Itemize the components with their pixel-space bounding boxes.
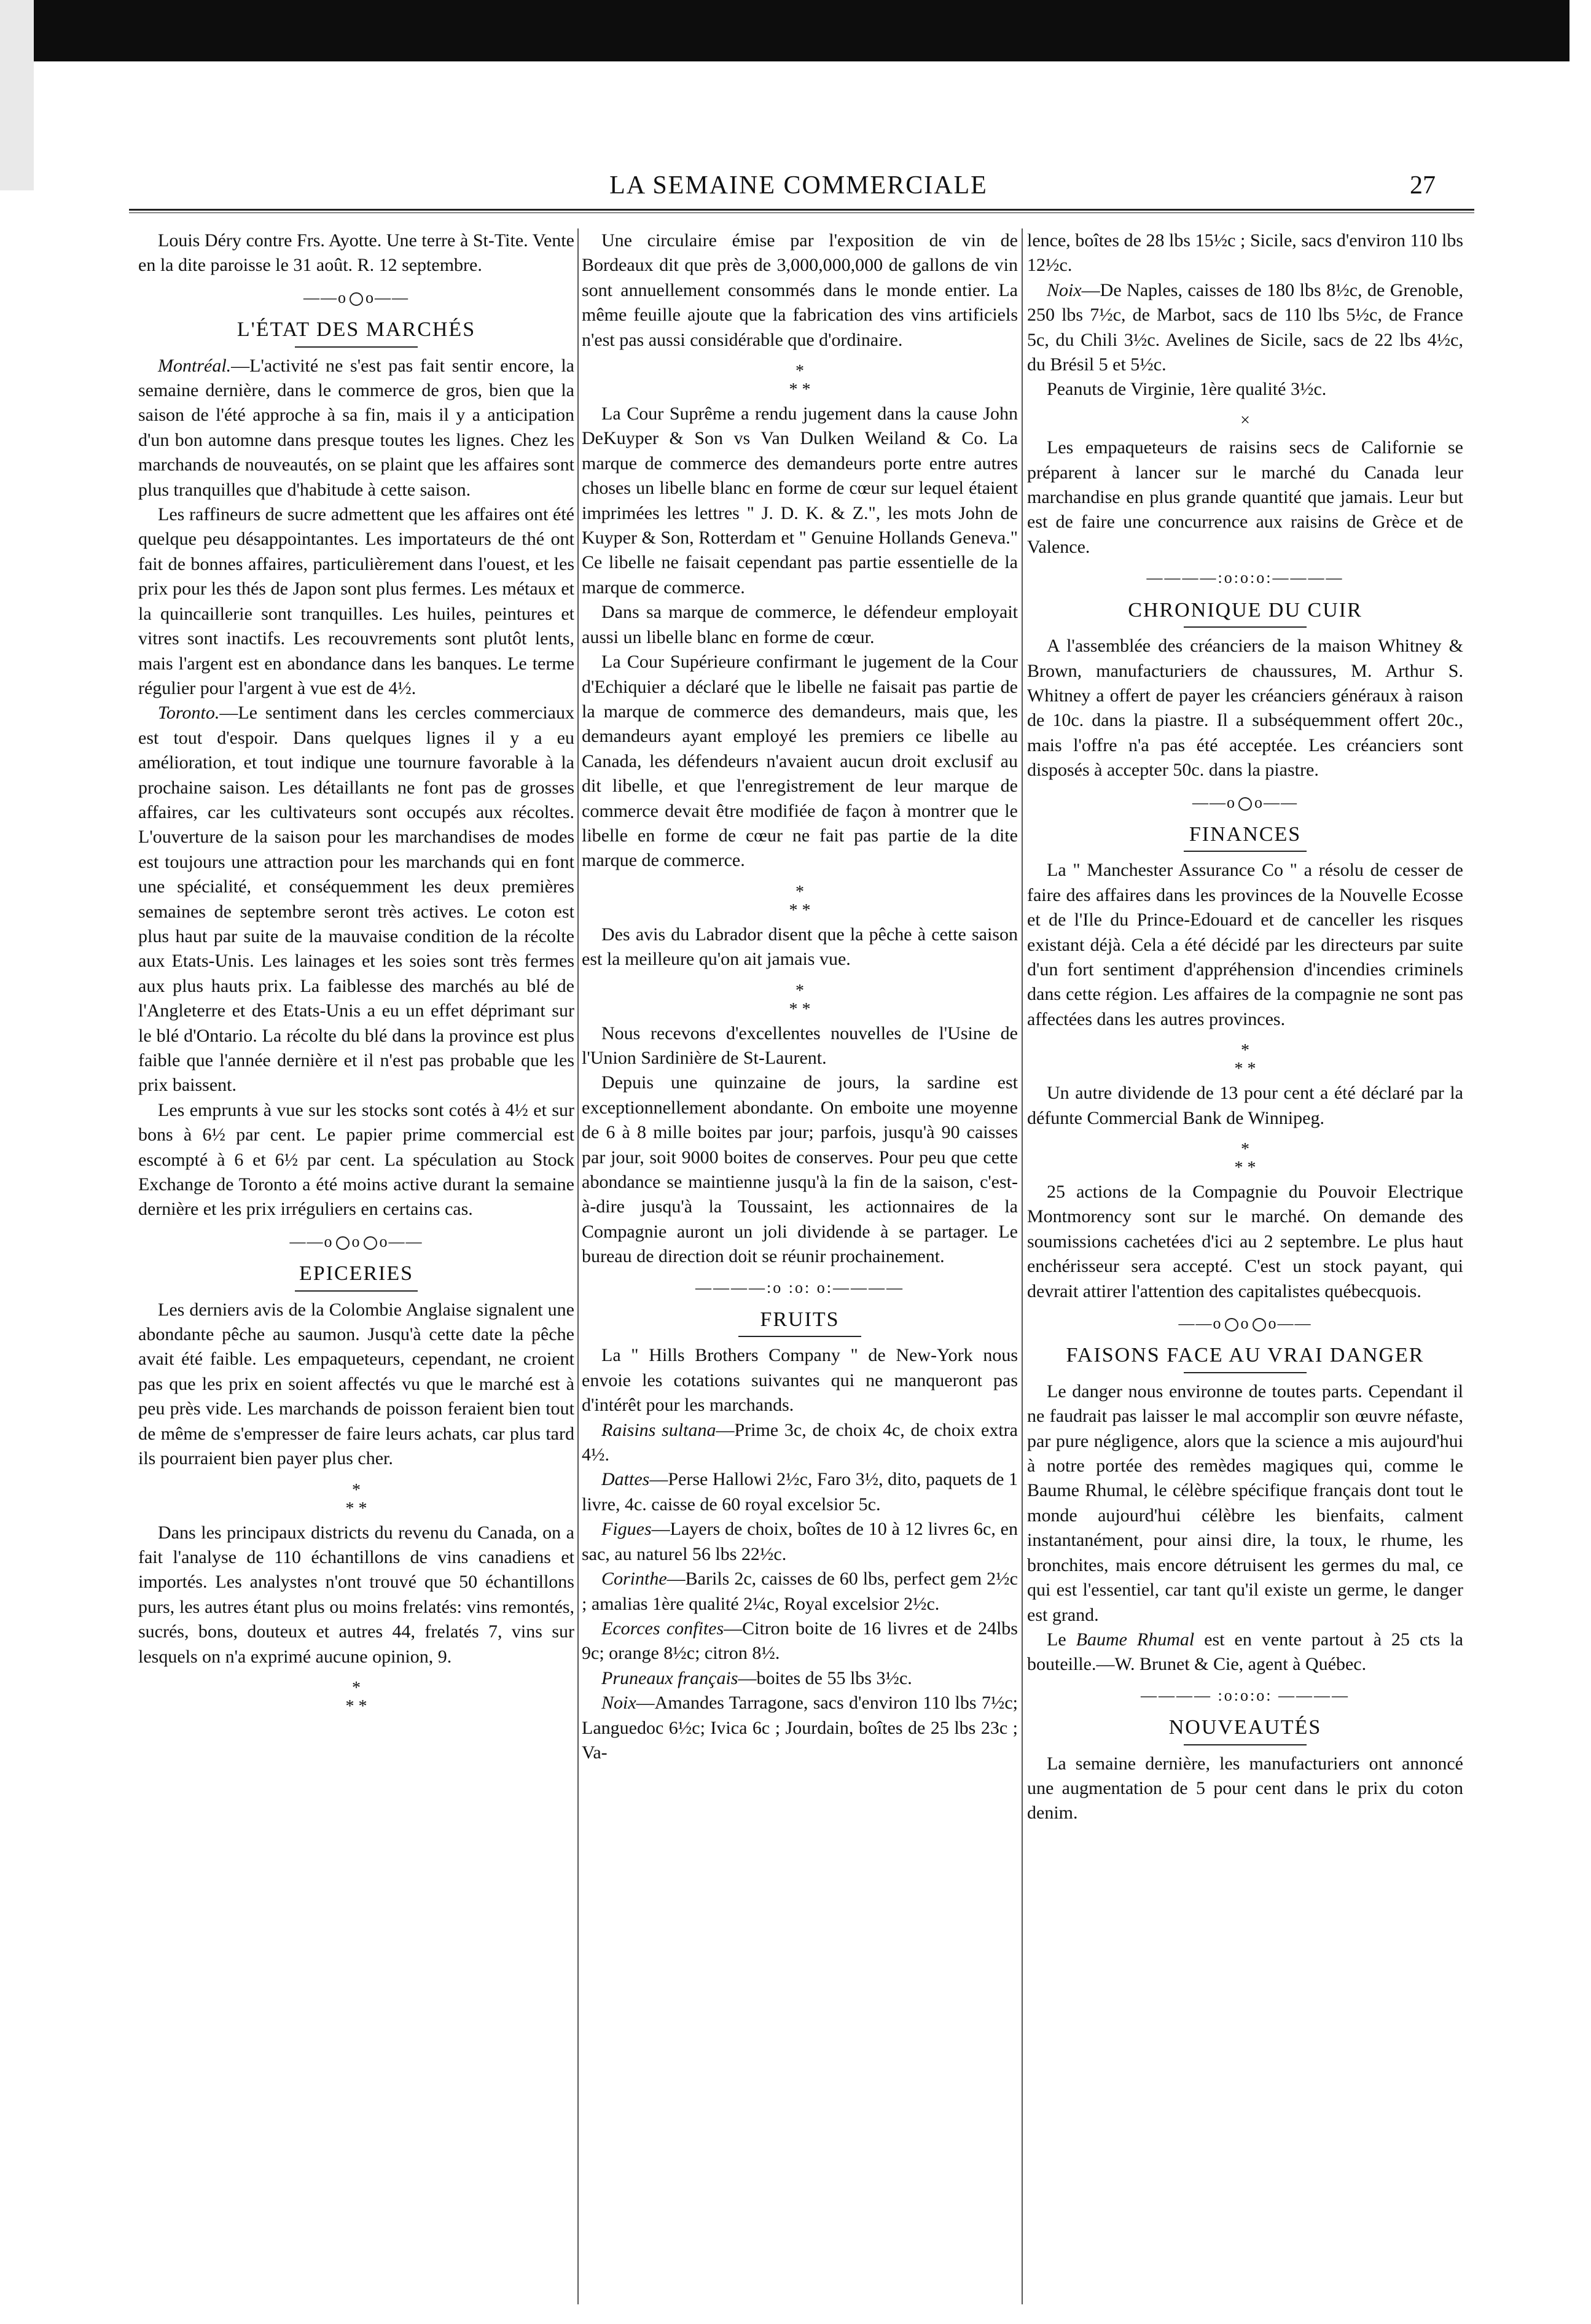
article-paragraph: Les raffineurs de sucre admettent que les affaires ont été quelque peu désappointantes. Les importateurs de thé ont fait de bonnes affaires, particulièrement dans l'ouest, et les prix pour les thés de Japon sont plus fermes. Les métaux et la quincaillerie sont tranquilles. Les huiles, peintures et vitres sont inactifs. Les recouvrements sont plutôt lents, mais l'argent est en abondance dans les banques. Le terme régulier pour l'argent à vue est de 4½. <box>138 504 574 698</box>
heading-rule <box>295 346 418 348</box>
section-heading: L'ÉTAT DES MARCHÉS <box>237 318 476 341</box>
asterism-top: * <box>352 1678 361 1698</box>
ornament-separator <box>138 1230 574 1254</box>
asterism-top: * <box>796 981 804 1000</box>
item-text: —Amandes Tarragone, sacs d'environ 110 lbs 7½c; Languedoc 6½c; Ivica 6c ; Jourdain, boîtes de 25 lbs 23c ; Va- <box>582 1693 1018 1763</box>
asterism-bottom: * * <box>789 900 811 920</box>
cross-separator: × <box>1240 410 1250 430</box>
price-item <box>582 1467 1018 1517</box>
price-item <box>582 1616 1018 1666</box>
article-paragraph <box>138 701 574 1098</box>
heading-rule <box>1184 1372 1307 1373</box>
asterism-top: * <box>1241 1140 1249 1159</box>
column-1 <box>138 228 574 2310</box>
separator: ———— :o:o:o: ———— <box>1141 1686 1350 1704</box>
article-paragraph: La " Manchester Assurance Co " a résolu de cesser de faire des affaires dans les provinces de la Nouvelle Ecosse et de l'Ile du Prince-Edouard et de canceller les risques existant déjà. Cela a été décidé par les directeurs par suite d'un fort sentiment d'appréhension d'incendies criminels dans cette région. Les affaires de la compagnie ne sont pas affectées dans les autres provinces. <box>1027 860 1463 1029</box>
separator-text: ——o <box>1178 1314 1222 1333</box>
item-text: —Citron boite de 16 livres et de 24lbs 9c; orange 8½c; citron 8½. <box>582 1618 1018 1664</box>
asterism-bottom: * * <box>345 1499 367 1518</box>
city-label: Toronto. <box>158 703 220 723</box>
header-rule <box>129 209 1474 213</box>
ornament-separator <box>138 286 574 310</box>
scan-border-top <box>34 0 1570 61</box>
item-text: —boites de 55 lbs 3½c. <box>738 1667 912 1688</box>
paragraph-text: est en vente partout à 25 cts la bouteille.—W. Brunet & Cie, agent à Québec. <box>1027 1629 1463 1675</box>
article-paragraph: La Cour Suprême a rendu jugement dans la cause John DeKuyper & Son vs Van Dulken Weiland & Co. La marque de commerce des demandeurs porte entre autres choses un libelle blanc en forme de cœur sur lequel étaient imprimées les lettres " J. D. K. & Z.", les mots John de Kuyper & Son, Rotterdam et " Genuine Hollands Geneva." Ce libelle ne faisait cependant pas partie essentielle de la marque de commerce. <box>582 404 1018 598</box>
item-label: Figues <box>601 1519 652 1540</box>
asterism <box>582 362 1018 399</box>
article-paragraph: Un autre dividende de 13 pour cent a été déclaré par la défunte Commercial Bank de Winnipeg. <box>1027 1083 1463 1128</box>
separator-text: ——o <box>303 288 347 306</box>
item-label: Noix <box>1047 279 1082 300</box>
ornament-icon <box>350 292 363 306</box>
separator-text: o—— <box>379 1232 423 1250</box>
scan-border-left <box>0 0 34 190</box>
price-item <box>582 1517 1018 1567</box>
asterism-top: * <box>796 882 804 902</box>
article-paragraph: Des avis du Labrador disent que la pêche à cette saison est la meilleure qu'on ait jamais vue. <box>582 924 1018 970</box>
separator-text: o—— <box>366 288 409 306</box>
price-item <box>1027 278 1463 378</box>
heading-rule <box>1184 626 1307 628</box>
asterism-bottom: * * <box>1234 1158 1256 1177</box>
asterism-bottom: * * <box>1234 1059 1256 1079</box>
separator-text: ——o <box>289 1232 334 1250</box>
item-label: Ecorces confites <box>601 1618 724 1639</box>
item-label: Raisins sultana <box>601 1419 716 1440</box>
column-3 <box>1027 228 1463 2310</box>
asterism <box>138 1481 574 1518</box>
section-heading: FAISONS FACE AU VRAI DANGER <box>1066 1344 1425 1367</box>
article-paragraph: Les emprunts à vue sur les stocks sont cotés à 4½ et sur bons à 6½ par cent. Le papier prime commercial est escompté à 6 et 6½ par cent. La spéculation au Stock Exchange de Toronto a été moins active durant la semaine dernière et les prix irréguliers en certains cas. <box>138 1099 574 1220</box>
item-label: Dattes <box>601 1469 650 1490</box>
asterism-top: * <box>796 362 804 381</box>
asterism-top: * <box>1241 1041 1249 1061</box>
price-item <box>582 1666 1018 1691</box>
price-item <box>582 1691 1018 1765</box>
asterism-bottom: * * <box>345 1696 367 1716</box>
section-heading: NOUVEAUTÉS <box>1168 1716 1322 1739</box>
asterism <box>1027 1042 1463 1078</box>
article-paragraph: Peanuts de Virginie, 1ère qualité 3½c. <box>1047 379 1327 400</box>
article-paragraph: A l'assemblée des créanciers de la maison Whitney & Brown, manufacturiers de chaussures, M. Arthur S. Whitney a offert de payer les créanciers généraux à raison de 10c. dans la piastre. Il a subséquemment offert 20c., mais l'offre n'a pas été acceptée. Les créanciers sont disposés à accepter 50c. dans la piastre. <box>1027 636 1463 781</box>
ornament-icon <box>364 1236 377 1250</box>
paragraph-text: Le <box>1047 1629 1076 1650</box>
page-number: 27 <box>1410 171 1436 200</box>
notice-paragraph: Louis Déry contre Frs. Ayotte. Une terre à St-Tite. Vente en la dite paroisse le 31 août. R. 12 septembre. <box>138 230 574 276</box>
heading-rule <box>1184 1744 1307 1745</box>
heading-rule <box>738 1336 861 1337</box>
column-divider <box>1022 228 1023 2304</box>
item-text: —Perse Hallowi 2½c, Faro 3½, dito, paquets de 1 livre, 4c. caisse de 60 royal excelsior 5c. <box>582 1469 1018 1515</box>
column-divider <box>577 228 579 2304</box>
article-paragraph: lence, boîtes de 28 lbs 15½c ; Sicile, sacs d'environ 110 lbs 12½c. <box>1027 230 1463 276</box>
article-paragraph: Le danger nous environne de toutes parts. Cependant il ne faudrait pas laisser le mal accomplir son œuvre néfaste, par pure négligence, alors que la science a mis aujourd'hui à notre portée des remèdes magiques qui, comme le Baume Rhumal, le célèbre spécifique français dont tout le monde aujourd'hui célèbre les bienfaits, calment instantanément, pour ainsi dire, la toux, le rhume, les bronchites, mais encore détruisent les germes du mal, ce qui est l'essentiel, car tant qu'il existe un germe, le danger est grand. <box>1027 1381 1463 1625</box>
separator: ————:o:o:o:———— <box>1146 569 1344 587</box>
article-paragraph: La Cour Supérieure confirmant le jugement de la Cour d'Echiquier a déclaré que le libelle ne faisait pas partie de la marque de commerce des demandeurs, mais que, les demandeurs ayant employé les premiers ce libelle au Canada, les défendeurs n'avaient aucun droit exclusif au dit libelle, et que l'enregistrement de leur marque de commerce devait être modifiée de façon à montrer que le libelle en forme de cœur ne fait pas partie de la dite marque de commerce. <box>582 652 1018 871</box>
article-paragraph <box>138 354 574 502</box>
heading-rule <box>1184 851 1307 852</box>
article-paragraph: Dans sa marque de commerce, le défendeur employait aussi un libelle blanc en forme de cœur. <box>582 602 1018 647</box>
section-heading: FRUITS <box>760 1308 840 1332</box>
city-label: Montréal. <box>158 355 232 376</box>
price-item <box>582 1418 1018 1468</box>
ornament-icon <box>1238 797 1252 811</box>
article-paragraph: Les empaqueteurs de raisins secs de Californie se préparent à lancer sur le marché du Canada leur marchandise en plus grande quantité que jamais. Leur but est de faire une concurrence aux raisins de Grèce et de Valence. <box>1027 437 1463 557</box>
item-label: Pruneaux français <box>601 1667 738 1688</box>
page-header <box>0 171 1591 200</box>
separator-text: o—— <box>1254 793 1298 811</box>
heading-rule <box>295 1290 418 1292</box>
item-text: —Layers de choix, boîtes de 10 à 12 livres 6c, en sac, au naturel 56 lbs 22½c. <box>582 1519 1018 1564</box>
separator-text: o—— <box>1268 1314 1312 1333</box>
section-heading: EPICERIES <box>299 1262 414 1285</box>
article-paragraph: 25 actions de la Compagnie du Pouvoir Electrique Montmorency sont sur le marché. On demande des soumissions cachetées d'ici au 2 septembre. Le plus haut enchérisseur sera accepté. C'est un stock payant, qui devrait attirer l'attention des capitalistes québecquois. <box>1027 1182 1463 1301</box>
article-paragraph: Les derniers avis de la Colombie Anglaise signalent une abondante pêche au saumon. Jusqu'à cette date la pêche avait été faible. Les empaqueteurs, cependant, ne croient pas que les prix en soient affectés vu que le marché est à peu près vide. Les marchands de poisson feraient bien tout de même de s'empresser de faire leurs achats, car plus tard ils pourraient bien payer plus cher. <box>138 1299 574 1469</box>
item-text: —Barils 2c, caisses de 60 lbs, perfect gem 2½c ; amalias 1ère qualité 2¼c, Royal excelsior 2½c. <box>582 1569 1018 1614</box>
separator-text: o <box>1240 1314 1250 1333</box>
asterism-bottom: * * <box>789 380 811 400</box>
article-paragraph: Nous recevons d'excellentes nouvelles de l'Usine de l'Union Sardinière de St-Laurent. <box>582 1023 1018 1068</box>
section-heading: CHRONIQUE DU CUIR <box>1128 598 1362 622</box>
separator-text: ——o <box>1192 793 1236 811</box>
asterism <box>582 982 1018 1019</box>
newspaper-title: LA SEMAINE COMMERCIALE <box>609 171 988 200</box>
article-paragraph: Une circulaire émise par l'exposition de vin de Bordeaux dit que près de 3,000,000,000 de gallons de vin sont annuellement consommés dans le monde entier. La même feuille ajoute que la fabrication des vins artificiels n'est pas aussi considérable que d'ordinaire. <box>582 230 1018 350</box>
paragraph-text: —Le sentiment dans les cercles commerciaux est tout d'espoir. Dans quelques lignes il y a eu amélioration, et tout indique une tournure favorable à la prochaine saison. Les détaillants ne font pas de grosses affaires, car les cultivateurs sont occupés aux récoltes. L'ouverture de la saison pour les marchandises de modes est toujours une attraction pour les marchands qui en font une spécialité, et conséquemment les deux premières semaines de septembre seront très actives. Le coton est plus haut par suite de la mauvaise condition de la récolte aux Etats-Unis. Les lainages et les soies sont très fermes aux plus hauts prix. La faiblesse des marchés au blé de l'Angleterre et des Etats-Unis a eu un effet déprimant sur le blé d'Ontario. La récolte du blé dans la province est plus faible que l'année dernière et il n'est pas probable que les prix baissent. <box>138 703 574 1096</box>
column-2 <box>582 228 1018 2310</box>
asterism <box>1027 1141 1463 1177</box>
asterism <box>582 883 1018 920</box>
ornament-separator <box>1027 1311 1463 1336</box>
item-text: —Prime 3c, de choix 4c, de choix extra 4½. <box>582 1419 1018 1465</box>
item-label: Noix <box>601 1693 636 1714</box>
section-heading: FINANCES <box>1189 822 1302 846</box>
item-text: —De Naples, caisses de 180 lbs 8½c, de Grenoble, 250 lbs 7½c, de Marbot, sacs de 110 lbs 5½c, de France 5c, du Chili 3½c. Avelines de Sicile, sacs de 22 lbs 4½c, du Brésil 5 et 5½c. <box>1027 279 1463 375</box>
article-paragraph: La semaine dernière, les manufacturiers ont annoncé une augmentation de 5 pour cent dans le prix du coton denim. <box>1027 1753 1463 1823</box>
separator: ————:o :o: o:———— <box>695 1278 904 1297</box>
paragraph-text: —L'activité ne s'est pas fait sentir encore, la semaine dernière, dans le commerce de gros, bien que la saison de l'été approche à sa fin, mais il y a anticipation d'un bon automne dans presque toutes les lignes. Chez les marchands de nouveautés, on se plaint que les affaires sont plus tranquilles que d'habitude à cette saison. <box>138 355 574 500</box>
product-name: Baume Rhumal <box>1076 1629 1195 1650</box>
article-paragraph: La " Hills Brothers Company " de New-York nous envoie les cotations suivantes qui ne manqueront pas d'intérêt pour les marchands. <box>582 1345 1018 1416</box>
article-paragraph <box>1027 1628 1463 1677</box>
ornament-icon <box>336 1236 350 1250</box>
ornament-separator <box>1027 790 1463 815</box>
article-paragraph: Depuis une quinzaine de jours, la sardine est exceptionnellement abondante. On emboite une moyenne de 6 à 8 mille boites par jour; parfois, jusqu'à 90 caisses par jour, soit 9000 boites de conserves. Pour peu que cette abondance se maintienne jusqu'à la fin de la saison, c'est-à-dire jusqu'à la Toussaint, les actionnaires de la Compagnie auront un joli dividende à se partager. Le bureau de direction doit se réunir prochainement. <box>582 1072 1018 1267</box>
asterism <box>138 1679 574 1716</box>
article-paragraph: Dans les principaux districts du revenu du Canada, on a fait l'analyse de 110 échantillons de vins canadiens et importés. Les analystes n'ont trouvé que 50 échantillons purs, les autres étant plus ou moins frelatés: vins remontés, sucrés, bons, douteux et autres 44, frelatés 7, vins sur lesquels on n'a exprimé aucune opinion, 9. <box>138 1522 574 1667</box>
ornament-icon <box>1253 1318 1266 1332</box>
item-label: Corinthe <box>601 1569 667 1589</box>
asterism-bottom: * * <box>789 999 811 1019</box>
ornament-icon <box>1225 1318 1238 1332</box>
separator-text: o <box>351 1232 361 1250</box>
price-item <box>582 1567 1018 1616</box>
asterism-top: * <box>352 1480 361 1500</box>
